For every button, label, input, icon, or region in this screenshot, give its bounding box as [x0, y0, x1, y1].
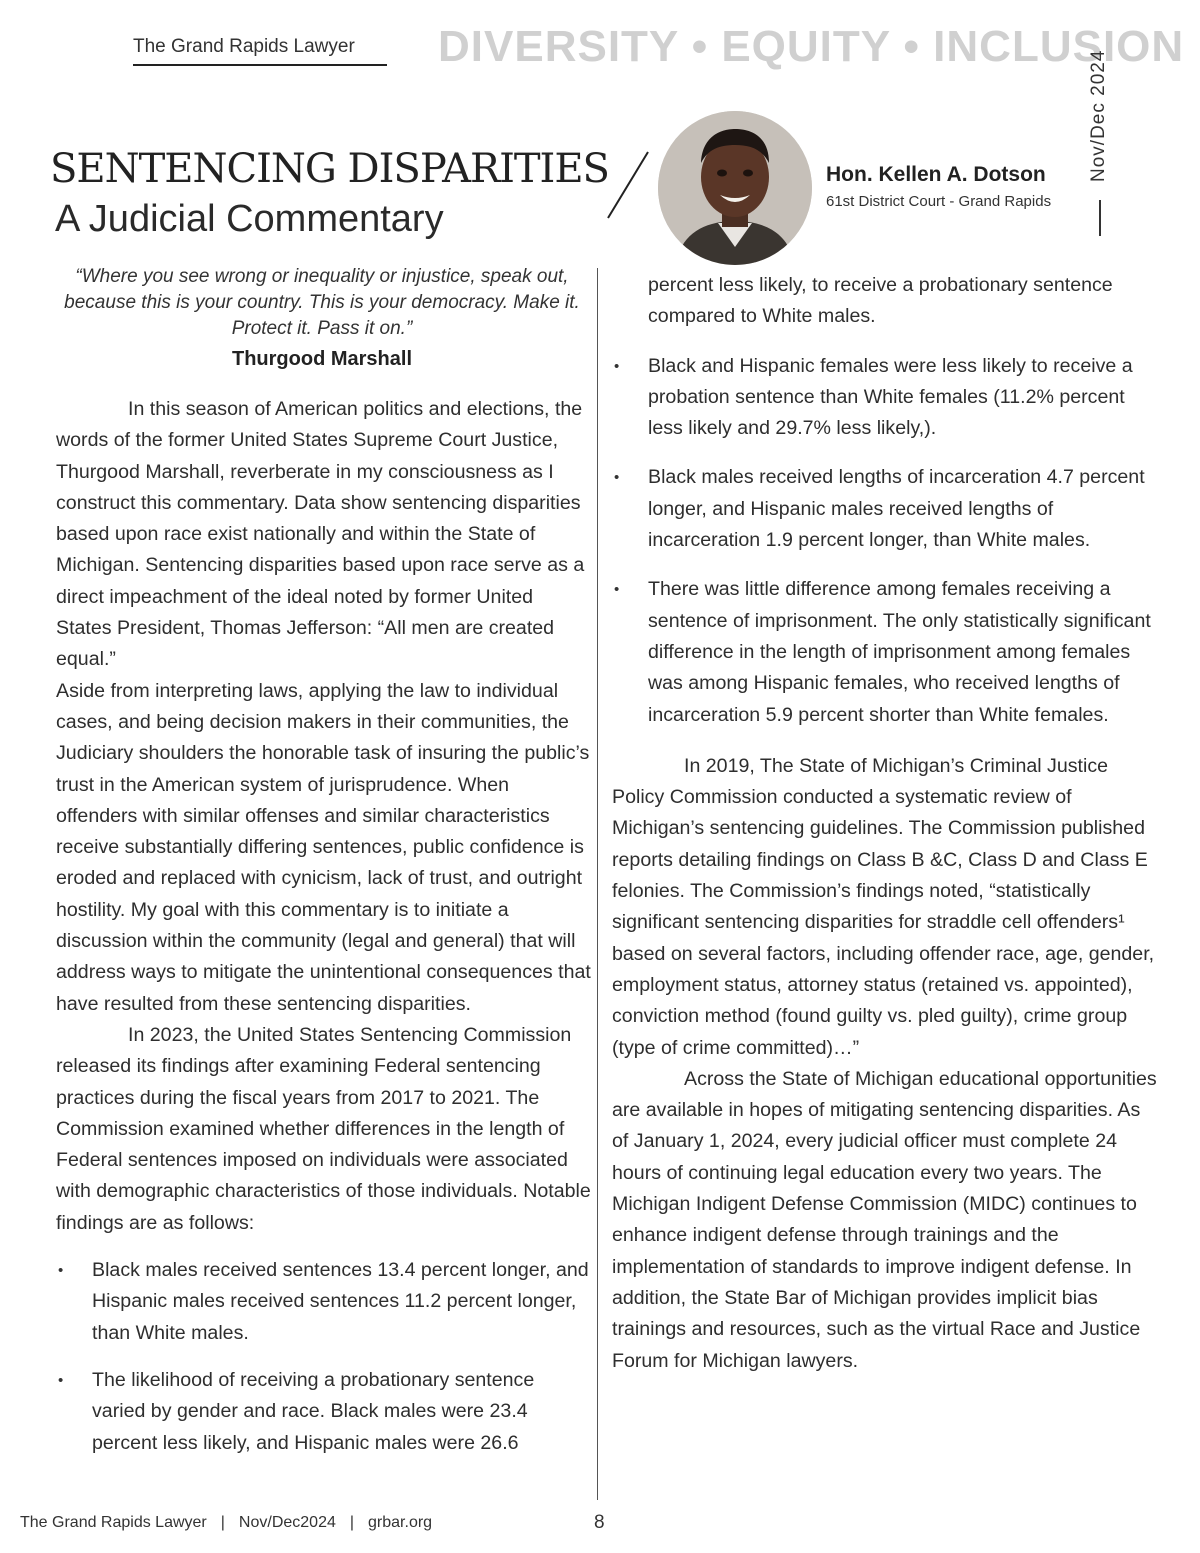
publication-name: The Grand Rapids Lawyer	[133, 36, 387, 66]
findings-list-continued	[612, 270, 1160, 731]
page-number: 8	[594, 1512, 605, 1533]
article-title: SENTENCING DISPARITIES	[50, 146, 609, 192]
finding-item: • Black and Hispanic females were less likely to receive a probation sentence than White females (11.2% percent less likely and 29.7% less likely,).	[612, 351, 1160, 445]
left-column	[56, 394, 592, 1475]
author-name: Hon. Kellen A. Dotson	[826, 163, 1046, 186]
epigraph-author: Thurgood Marshall	[232, 348, 412, 370]
findings-list	[56, 1255, 592, 1459]
epigraph-quote: “Where you see wrong or inequality or injustice, speak out, because this is your country. This is your democracy. Make it. Protect it. Pass it on.”	[64, 266, 580, 339]
footer-issue: Nov/Dec2024	[238, 1514, 336, 1531]
section-banner: DIVERSITY • EQUITY • INCLUSION	[438, 22, 1185, 71]
finding-item: • Black males received sentences 13.4 percent longer, and Hispanic males received sentences 11.2 percent longer, than White males.	[56, 1255, 592, 1349]
article-subtitle: A Judicial Commentary	[55, 198, 444, 240]
vertical-rule	[1099, 200, 1101, 236]
author-court: 61st District Court - Grand Rapids	[826, 193, 1052, 210]
body-paragraph: Aside from interpreting laws, applying the law to individual cases, and being decision makers in their communities, the Judiciary shoulders the honorable task of insuring the public’s trust in the American system of jurisprudence. When offenders with similar offenses and similar characteristics receive substantially differing sentences, public confidence is eroded and replaced with cynicism, lack of trust, and outright hostility. My goal with this commentary is to initiate a discussion within the community (legal and general) that will address ways to mitigate the unintentional consequences that have resulted from these sentencing disparities.	[56, 679, 591, 1015]
title-slash-divider	[600, 150, 660, 222]
body-paragraph: Across the State of Michigan educational opportunities are available in hopes of mitigating sentencing disparities. As of January 1, 2024, every judicial officer must complete 24 hours of continuing legal education every two years. The Michigan Indigent Defense Commission (MIDC) continues to enhance indigent defense through trainings and the implementation of standards to improve indigent defense. In addition, the State Bar of Michigan provides implicit bias trainings and resources, such as the virtual Race and Justice Forum for Michigan lawyers.	[612, 1067, 1157, 1372]
footer-separator: |	[220, 1514, 225, 1531]
finding-item: • There was little difference among females receiving a sentence of imprisonment. The only statistically significant difference in the length of imprisonment among females was among Hispanic females, who received lengths of incarceration 5.9 percent shorter than White females.	[612, 574, 1160, 730]
right-column	[612, 270, 1160, 1377]
finding-item: • Black males received lengths of incarceration 4.7 percent longer, and Hispanic males received lengths of incarceration 1.9 percent longer, than White males.	[612, 462, 1160, 556]
body-paragraph: In 2019, The State of Michigan’s Criminal Justice Policy Commission conducted a systematic review of Michigan’s sentencing guidelines. The Commission published reports detailing findings on Class B &C, Class D and Class E felonies. The Commission’s findings noted, “statistically significant sentencing disparities for straddle cell offenders¹ based on several factors, including offender race, age, gender, employment status, attorney status (retained vs. appointed), conviction method (found guilty vs. pled guilty), crime group (type of crime committed)…”	[612, 754, 1155, 1059]
footer	[20, 1514, 432, 1532]
issue-date-text: Nov/Dec 2024	[1088, 49, 1109, 182]
footer-separator: |	[349, 1514, 355, 1531]
column-divider	[597, 268, 598, 1500]
footer-publication: The Grand Rapids Lawyer	[20, 1514, 207, 1531]
footer-site-link[interactable]: grbar.org	[368, 1514, 433, 1531]
finding-item: • The likelihood of receiving a probationary sentence varied by gender and race. Black males were 23.4 percent less likely, and Hispanic males were 26.6	[56, 1365, 592, 1459]
finding-continuation: percent less likely, to receive a probationary sentence compared to White males.	[648, 274, 1113, 328]
body-paragraph: In 2023, the United States Sentencing Commission released its findings after examining Federal sentencing practices during the fiscal years from 2017 to 2021. The Commission examined whether differences in the length of Federal sentences imposed on individuals were associated with demographic characteristics of those individuals. Notable findings are as follows:	[56, 1023, 591, 1234]
issue-date-vertical	[1084, 49, 1124, 190]
author-photo	[658, 111, 812, 265]
body-paragraph: In this season of American politics and elections, the words of the former United States Supreme Court Justice, Thurgood Marshall, reverberate in my consciousness as I construct this commentary. Data show sentencing disparities based upon race exist nationally and within the State of Michigan. Sentencing disparities based upon race serve as a direct impeachment of the ideal noted by former United States President, Thomas Jefferson: “All men are created equal.”	[56, 398, 585, 671]
